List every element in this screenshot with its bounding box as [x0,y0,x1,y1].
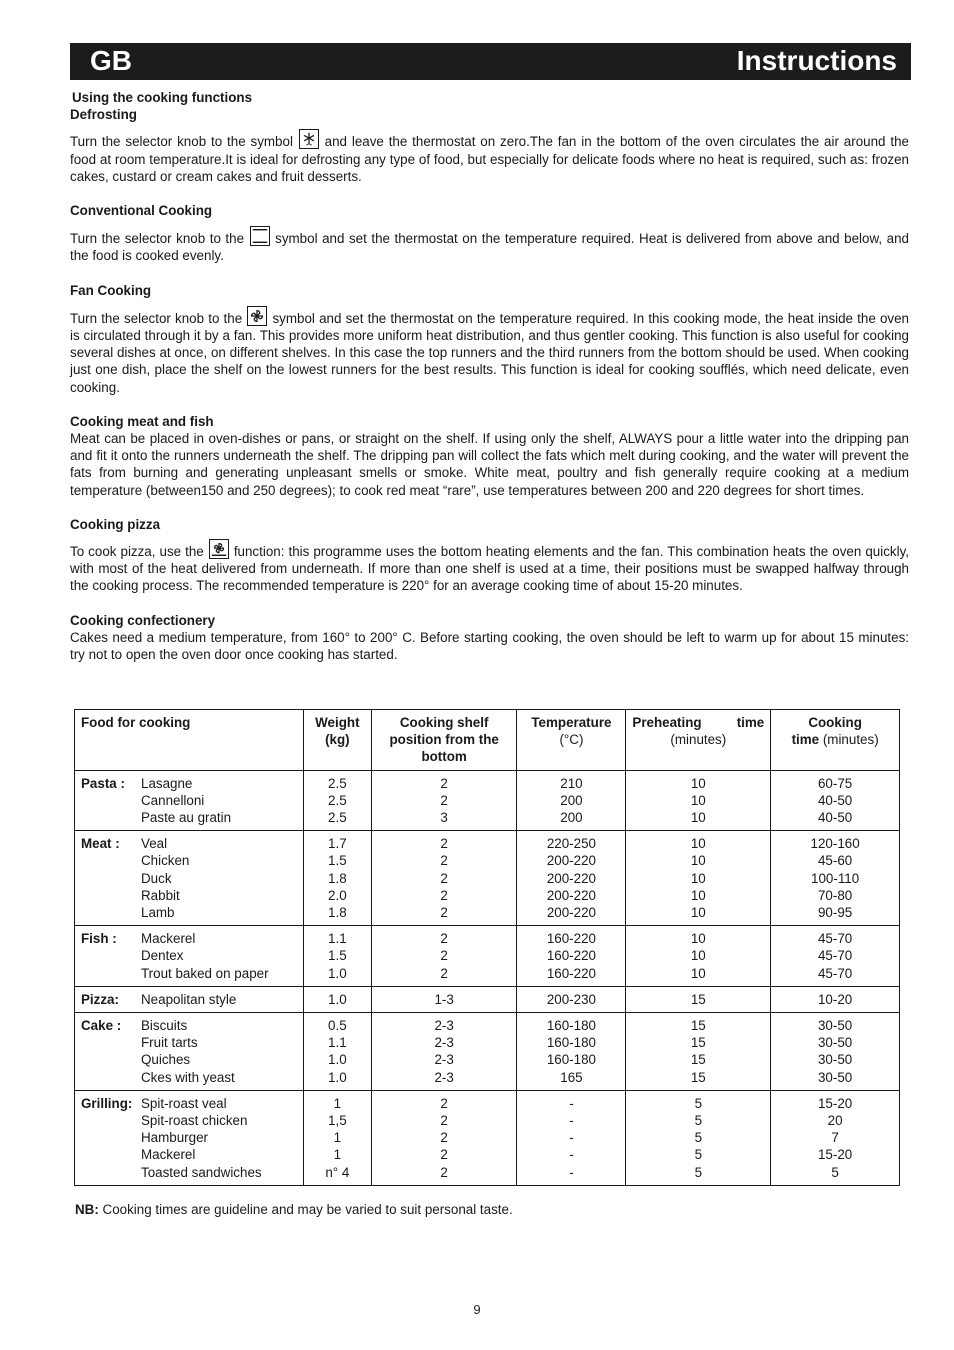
table-row [75,926,900,987]
header-temperature: Temperature (°C) [517,710,626,771]
food-cell [75,986,304,1012]
food-item: Cannelloni [141,792,205,808]
instructions-body [70,89,909,663]
preheating-cell: 10 10 10 [626,926,771,987]
cooking-time-cell: 15-20 20 7 15-20 5 [771,1090,900,1185]
weight-cell: 1.1 1.5 1.0 [303,926,371,987]
language-code: GB [90,45,132,76]
preheating-cell: 10 10 10 10 10 [626,831,771,926]
food-item: Neapolitan style [141,991,237,1007]
food-item: Paste au gratin [141,810,232,826]
conventional-text: Turn the selector knob to the symbol and set the thermostat on the temperature required. Heat is delivered from above and below, and the food is cooked evenly. [70,226,909,264]
food-item: Ckes with yeast [141,1069,235,1085]
food-item: Fruit tarts [141,1035,198,1051]
table-row [75,831,900,926]
conventional-oven-icon [250,226,270,246]
meat-fish-heading: Cooking meat and fish [70,413,214,429]
food-item: Trout baked on paper [141,965,269,981]
food-item: Chicken [141,853,190,869]
header-shelf: Cooking shelf position from the bottom [371,710,517,771]
conventional-heading: Conventional Cooking [70,203,213,219]
section-title: Using the cooking functions [72,90,253,105]
food-cell [75,926,304,987]
defrosting-heading: Defrosting [70,107,137,123]
food-item: Spit-roast veal [141,1095,227,1111]
shelf-cell: 2 2 2 2 2 [371,1090,517,1185]
food-category: Pizza: [81,991,119,1007]
weight-cell: 0.5 1.1 1.0 1.0 [303,1013,371,1091]
shelf-cell: 2 2 2 2 2 [371,831,517,926]
food-item: Mackerel [141,1147,196,1163]
cooking-table [74,709,900,1186]
food-cell [75,1013,304,1091]
defrosting-text: Turn the selector knob to the symbol and leave the thermostat on zero.The fan in the bottom of the oven circulates the air around the food at room temperature.It is ideal for defrosting any type of food, but especially for delicate foods where no heat is required, such as: frozen cakes, custard or cream cakes and fruit desserts. [70,129,909,185]
fan-oven-icon [247,306,267,326]
food-item: Biscuits [141,1018,188,1034]
food-item: Toasted sandwiches [141,1164,262,1180]
table-row [75,1013,900,1091]
weight-cell: 1 1,5 1 1 n° 4 [303,1090,371,1185]
food-item: Lasagne [141,775,193,791]
cooking-time-cell: 120-160 45-60 100-110 70-80 90-95 [771,831,900,926]
food-cell [75,831,304,926]
fan-heading: Fan Cooking [70,282,152,298]
food-item: Duck [141,870,172,886]
preheating-cell: 15 [626,986,771,1012]
temperature-cell: 160-180 160-180 160-180 165 [517,1013,626,1091]
preheating-cell: 10 10 10 [626,770,771,831]
food-category: Meat : [81,836,120,852]
food-item: Veal [141,836,168,852]
food-item: Lamb [141,905,175,921]
cooking-time-cell: 30-50 30-50 30-50 30-50 [771,1013,900,1091]
page-number: 9 [473,1302,481,1317]
food-category: Grilling: [81,1095,133,1111]
temperature-cell: 220-250 200-220 200-220 200-220 200-220 [517,831,626,926]
fan-text: Turn the selector knob to the symbol and set the thermostat on the temperature required. In this cooking mode, the heat inside the oven is circulated through it by a fan. This provides more uniform heat distribution, and thus gentler cooking. This function is also useful for cooking several dishes at once, on different shelves. In this case the top runners and the third runners from the bottom should be used. When cooking just one dish, place the shelf on the lowest runners for the best results. This function is ideal for cooking soufflés, which need delicate, even cooking. [70,306,909,396]
footnote: NB: Cooking times are guideline and may be varied to suit personal taste. [75,1202,513,1217]
shelf-cell: 2-3 2-3 2-3 2-3 [371,1013,517,1091]
preheating-cell: 5 5 5 5 5 [626,1090,771,1185]
page-header [70,43,911,80]
table-header-row [75,710,900,771]
temperature-cell: - - - - - [517,1090,626,1185]
temperature-cell: 210 200 200 [517,770,626,831]
shelf-cell: 2 2 3 [371,770,517,831]
food-item: Mackerel [141,931,196,947]
confectionery-heading: Cooking confectionery [70,612,216,628]
header-food: Food for cooking [75,710,304,771]
temperature-cell: 200-230 [517,986,626,1012]
confectionery-text: Cakes need a medium temperature, from 160° to 200° C. Before starting cooking, the oven should be left to warm up for about 15 minutes: try not to open the oven door once cooking has started. [70,629,909,663]
pizza-heading: Cooking pizza [70,516,161,532]
meat-fish-text: Meat can be placed in oven-dishes or pans, or straight on the shelf. If using only the shelf, ALWAYS pour a little water into the dripping pan and fit it onto the runners underneath the shelf. The dripping pan will collect the fats which melt during cooking, and the water will prevent the fats from burning and generating unpleasant smells or smoke. White meat, poultry and fish generally require cooking at a medium temperature (between150 and 250 degrees); to cook red meat “rare”, use temperatures between 200 and 220 degrees for short times. [70,431,909,498]
cooking-time-cell: 45-70 45-70 45-70 [771,926,900,987]
cooking-time-cell: 10-20 [771,986,900,1012]
table-row [75,1090,900,1185]
pizza-fan-icon [209,539,229,559]
cooking-time-cell: 60-75 40-50 40-50 [771,770,900,831]
table-row [75,986,900,1012]
pizza-text: To cook pizza, use the function: this programme uses the bottom heating elements and the fan. This combination heats the oven quickly, with most of the heat delivered from underneath. If more than one shelf is used at a time, their positions must be swapped halfway through the cooking process. The recommended temperature is 220° for an average cooking time of about 15-20 minutes. [70,539,909,595]
food-cell [75,1090,304,1185]
weight-cell: 1.7 1.5 1.8 2.0 1.8 [303,831,371,926]
food-item: Quiches [141,1052,191,1068]
food-item: Dentex [141,948,184,964]
header-cooking-time: Cooking time (minutes) [771,710,900,771]
food-cell [75,770,304,831]
food-category: Cake : [81,1018,122,1034]
shelf-cell: 2 2 2 [371,926,517,987]
shelf-cell: 1-3 [371,986,517,1012]
weight-cell: 2.5 2.5 2.5 [303,770,371,831]
temperature-cell: 160-220 160-220 160-220 [517,926,626,987]
food-item: Hamburger [141,1130,208,1146]
defrost-snowflake-icon [299,129,319,149]
header-weight: Weight (kg) [303,710,371,771]
page-title: Instructions [736,45,897,76]
header-preheating: Preheating time (minutes) [626,710,771,771]
food-item: Rabbit [141,887,180,903]
preheating-cell: 15 15 15 15 [626,1013,771,1091]
food-category: Pasta : [81,775,125,791]
food-category: Fish : [81,931,117,947]
weight-cell: 1.0 [303,986,371,1012]
table-row [75,770,900,831]
food-item: Spit-roast chicken [141,1113,248,1129]
